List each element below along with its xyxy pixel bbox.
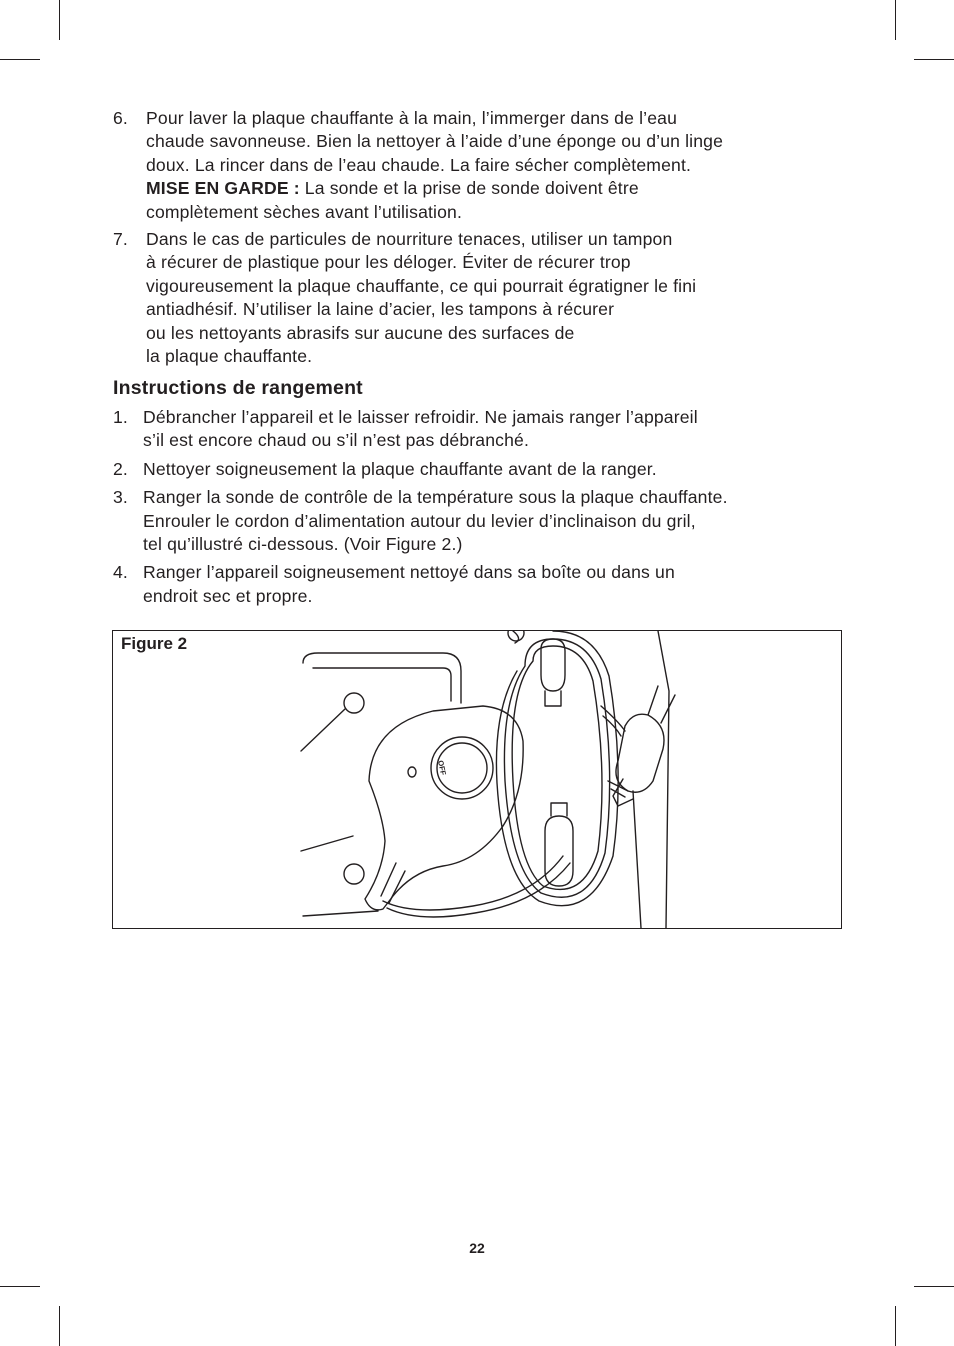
step-number: 7.: [113, 229, 128, 250]
text-line: tel qu’illustré ci-dessous. (Voir Figure 2.): [143, 533, 463, 554]
cleaning-steps-list: [113, 107, 848, 368]
step-number: 4.: [113, 562, 128, 583]
step-number: 1.: [113, 406, 128, 427]
crop-mark: [914, 59, 954, 60]
crop-mark: [895, 1306, 896, 1346]
crop-mark: [914, 1286, 954, 1287]
text-line: la plaque chauffante.: [146, 346, 313, 367]
text-line: antiadhésif. N’utiliser la laine d’acier, les tampons à récurer: [146, 299, 615, 320]
text-line: endroit sec et propre.: [143, 585, 313, 606]
list-item: [113, 561, 848, 608]
step-number: 6.: [113, 108, 128, 128]
text-line: Nettoyer soigneusement la plaque chauffante avant de la ranger.: [143, 458, 657, 479]
crop-mark: [0, 59, 40, 60]
step-text: [146, 107, 848, 224]
warning-label: MISE EN GARDE :: [146, 178, 300, 199]
list-item: [113, 107, 848, 224]
figure-caption: Figure 2: [121, 634, 188, 653]
text-line: Dans le cas de particules de nourriture tenaces, utiliser un tampon: [146, 229, 673, 250]
list-item: [113, 486, 848, 556]
text-line: ou les nettoyants abrasifs sur aucune des surfaces de: [146, 322, 575, 343]
text-line: Enrouler le cordon d’alimentation autour du levier d’inclinaison du gril,: [143, 510, 696, 531]
step-number: 2.: [113, 458, 128, 479]
text-line: Pour laver la plaque chauffante à la main, l’immerger dans de l’eau: [146, 108, 677, 128]
step-text: [143, 486, 848, 556]
step-text: [143, 458, 848, 481]
figure-box: [112, 630, 842, 929]
step-text: [146, 228, 848, 368]
step-text: [143, 561, 848, 608]
text-line: Ranger la sonde de contrôle de la température sous la plaque chauffante.: [143, 487, 728, 508]
page-content: [113, 107, 848, 608]
step-text: [143, 406, 848, 453]
text-line: Débrancher l’appareil et le laisser refroidir. Ne jamais ranger l’appareil: [143, 406, 698, 427]
crop-mark: [895, 0, 896, 40]
crop-mark: [0, 1286, 40, 1287]
warning-text: La sonde et la prise de sonde doivent être: [299, 178, 639, 199]
text-line: à récurer de plastique pour les déloger. Éviter de récurer trop: [146, 252, 631, 273]
crop-mark: [59, 0, 60, 40]
dial-off-label: OFF: [436, 759, 448, 777]
section-heading: Instructions de rangement: [113, 377, 363, 400]
text-line: Ranger l’appareil soigneusement nettoyé dans sa boîte ou dans un: [143, 562, 675, 583]
griddle-cord-illustration: [113, 631, 841, 928]
list-item: [113, 458, 848, 481]
crop-mark: [59, 1306, 60, 1346]
text-line: vigoureusement la plaque chauffante, ce qui pourrait égratigner le fini: [146, 275, 697, 296]
page-number: 22: [469, 1240, 485, 1256]
text-line: complètement sèches avant l’utilisation.: [146, 201, 463, 222]
warning-line: [146, 177, 848, 200]
text-line: chaude savonneuse. Bien la nettoyer à l’aide d’une éponge ou d’un linge: [146, 131, 724, 152]
step-number: 3.: [113, 487, 128, 508]
text-line: s’il est encore chaud ou s’il n’est pas débranché.: [143, 430, 529, 451]
list-item: [113, 406, 848, 453]
list-item: [113, 228, 848, 368]
text-line: doux. La rincer dans de l’eau chaude. La faire sécher complètement.: [146, 154, 692, 175]
storage-steps-list: [113, 406, 848, 608]
